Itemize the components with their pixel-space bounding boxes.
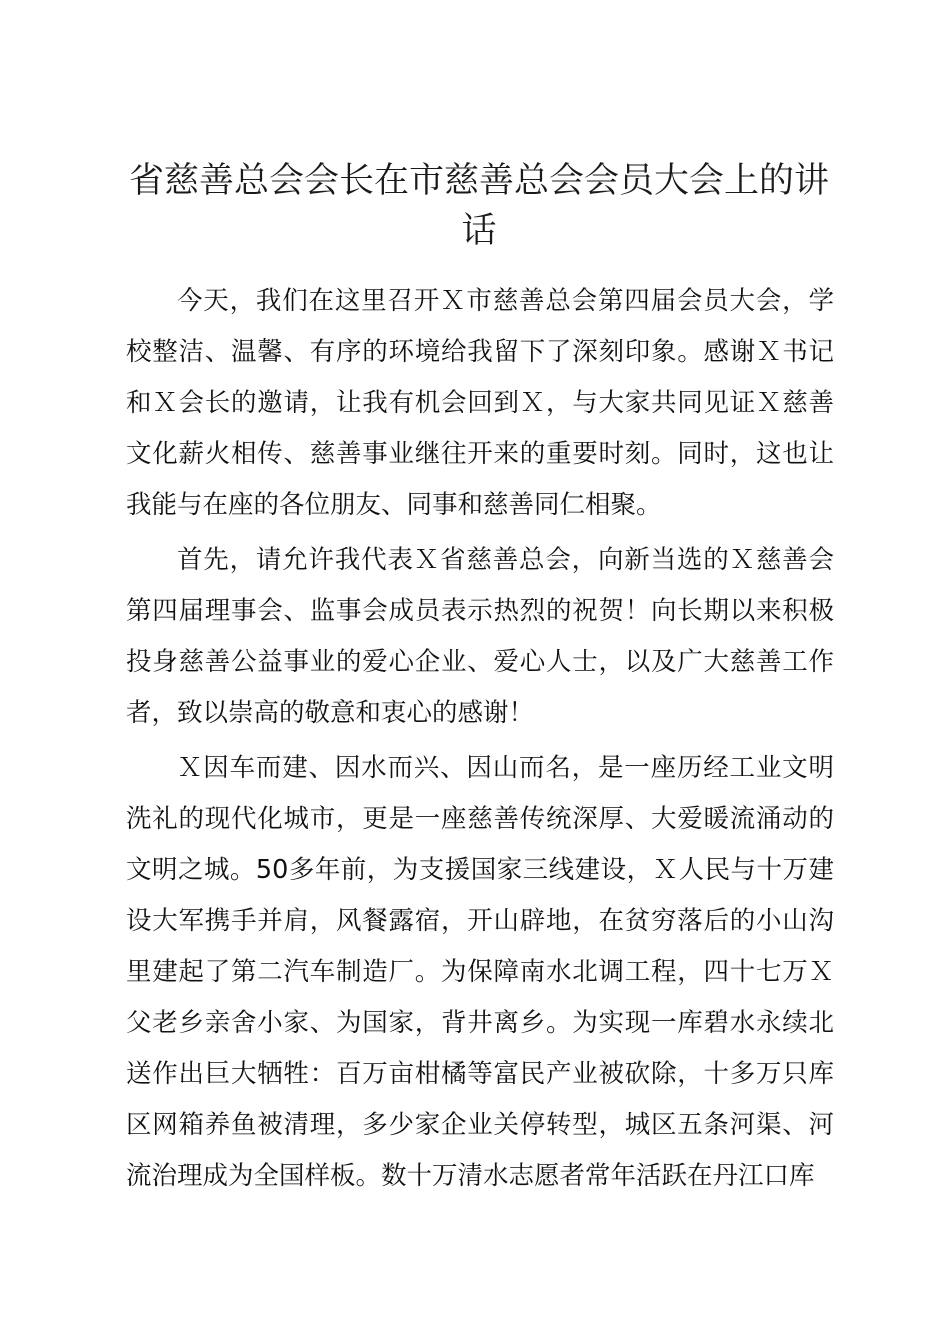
paragraph-1: 今天，我们在这里召开Ｘ市慈善总会第四届会员大会，学校整洁、温馨、有序的环境给我留下了深刻印象。感谢Ｘ书记和Ｘ会长的邀请，让我有机会回到Ｘ，与大家共同见证Ｘ慈善文化薪火相传、慈善事业继往开来的重要时刻。同时，这也让我能与在座的各位朋友、同事和慈善同仁相聚。 [126,286,834,520]
document-title: 省慈善总会会长在市慈善总会会员大会上的讲话 [128,161,829,251]
paragraph-2: 首先，请允许我代表Ｘ省慈善总会，向新当选的Ｘ慈善会第四届理事会、监事会成员表示热烈的祝贺！向长期以来积极投身慈善公益事业的爱心企业、爱心人士，以及广大慈善工作者，致以崇高的敬意和衷心的感谢！ [126,545,834,728]
document-body [126,276,834,1206]
paragraph-3: Ｘ因车而建、因水而兴、因山而名，是一座历经工业文明洗礼的现代化城市，更是一座慈善传统深厚、大爱暖流涌动的文明之城。50多年前，为支援国家三线建设，Ｘ人民与十万建设大军携手并肩，风餐露宿，开山辟地，在贫穷落后的小山沟里建起了第二汽车制造厂。为保障南水北调工程，四十七万Ｘ父老乡亲舍小家、为国家，背井离乡。为实现一库碧水永续北送作出巨大牺牲：百万亩柑橘等富民产业被砍除，十多万只库区网箱养鱼被清理，多少家企业关停转型，城区五条河渠、河流治理成为全国样板。数十万清水志愿者常年活跃在丹江口库 [126,753,834,1191]
